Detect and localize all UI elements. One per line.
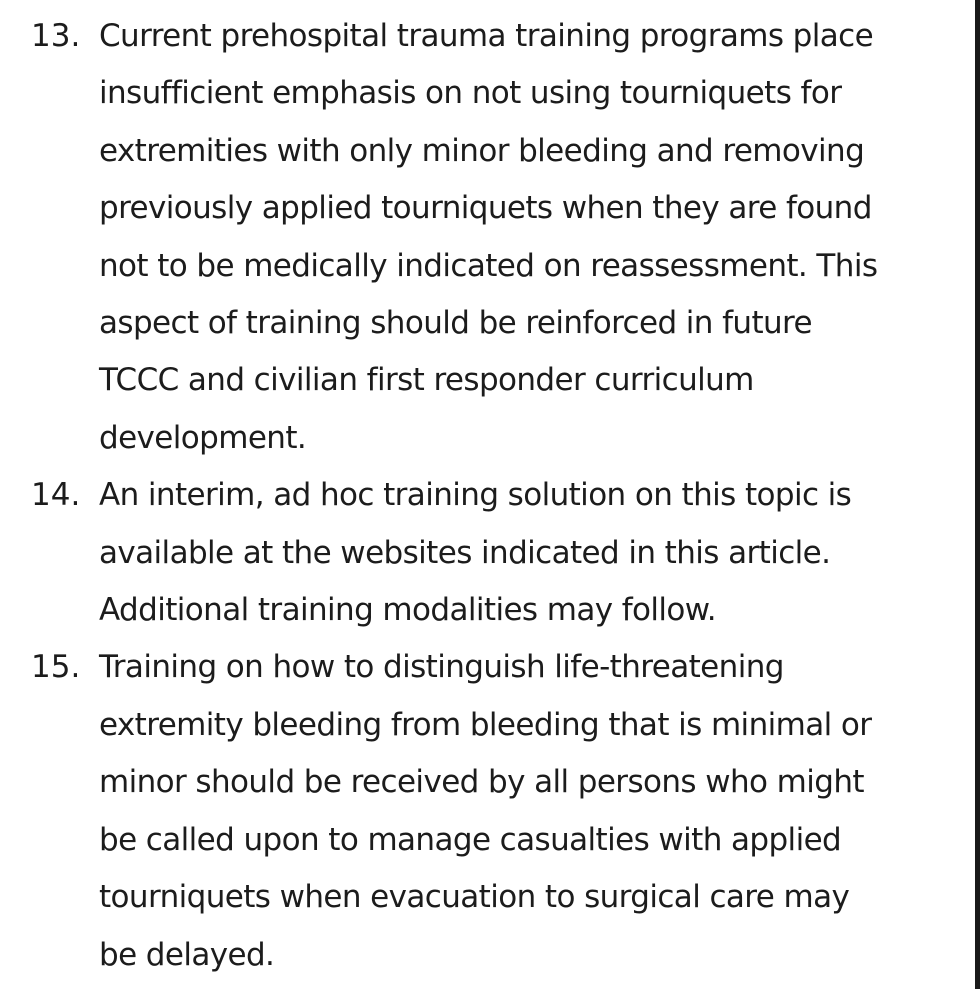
item-number: 13.	[31, 18, 81, 54]
item-text	[99, 8, 975, 467]
text-line: Training on how to distinguish life-threatening	[99, 649, 784, 686]
text-line: be called upon to manage casualties with applied	[99, 821, 842, 858]
text-line: minor should be received by all persons who might	[99, 764, 864, 801]
text-line: extremity bleeding from bleeding that is minimal or	[99, 706, 872, 743]
text-line: TCCC and civilian first responder curriculum	[99, 362, 754, 399]
item-text	[99, 467, 975, 639]
text-line: extremities with only minor bleeding and removing	[99, 132, 865, 169]
text-line: not to be medically indicated on reassessment. This	[99, 247, 878, 284]
item-number: 14.	[31, 477, 81, 514]
text-line: be delayed.	[99, 936, 275, 973]
item-text	[99, 639, 975, 983]
text-line: An interim, ad hoc training solution on this topic is	[99, 477, 852, 514]
text-line: Current prehospital trauma training programs place	[99, 18, 874, 54]
text-line: aspect of training should be reinforced in future	[99, 305, 812, 342]
text-line: previously applied tourniquets when they are found	[99, 190, 872, 227]
text-line: available at the websites indicated in this article.	[99, 534, 831, 571]
text-line: development.	[99, 419, 307, 456]
text-line: insufficient emphasis on not using tourniquets for	[99, 75, 842, 112]
list-item-15	[0, 639, 975, 983]
item-number: 15.	[31, 649, 81, 686]
list-item-14	[0, 467, 975, 639]
right-edge-rule	[975, 0, 980, 989]
list-item-13	[0, 8, 975, 467]
text-line: Additional training modalities may follow.	[99, 592, 716, 629]
numbered-list	[0, 8, 975, 984]
text-line: tourniquets when evacuation to surgical care may	[99, 879, 850, 916]
